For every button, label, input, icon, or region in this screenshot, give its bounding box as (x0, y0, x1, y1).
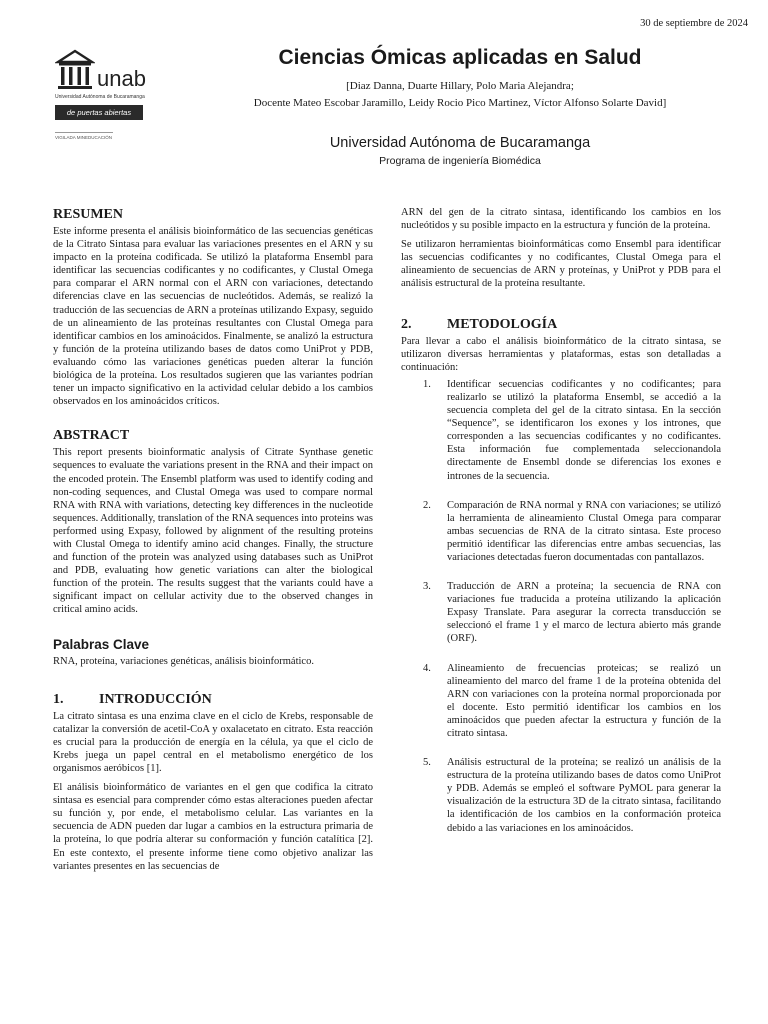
methods-number: 2. (401, 316, 412, 332)
intro-number: 1. (53, 691, 64, 707)
date: 30 de septiembre de 2024 (640, 18, 748, 29)
list-item: 4. Alineamiento de frecuencias proteicas; se realizó un alineamiento del marco del frame 1 de la proteína obtenida del ARN con variaciones con la proteína normal proporcionada por el docente. Esto permitió identificar los cambios en los aminoácidos que pueden afectar la estructura y función de la citrato sintasa. (423, 662, 721, 739)
intro-paragraph-1: La citrato sintasa es una enzima clave en el ciclo de Krebs, responsable de catalizar la conversión de acetil-CoA y oxalacetato en citrato. Esta reacción es crucial para la producción de energía en la célula, ya que el ciclo de Krebs juega un papel central en el metabolismo energético de los organismos aeróbicos [1]. (53, 710, 373, 774)
university-logo (55, 48, 160, 140)
methods-title: METODOLOGÍA (447, 316, 558, 332)
institution: Universidad Autónoma de Bucaramanga (329, 135, 591, 151)
list-item: 1. Identificar secuencias codificantes y no codificantes; para realizarlo se utilizó la plataforma Ensembl, se accedió a la secuencia completa del gel de la citrato sintasa. En la sección “Sequence”, se identificaron los exones y los intrones, que corresponden a las secuencias codificantes y no codificantes. Esta información fue complementada seleccionandola directamente de Ensembl donde se diferencias los exones e intrones de la secuencia. (423, 378, 721, 482)
methods-list (401, 378, 721, 835)
intro-heading (53, 692, 373, 708)
authors-line-1: [Diaz Danna, Duarte Hillary, Polo Maria Alejandra; (346, 80, 574, 92)
program: Programa de ingeniería Biomédica (379, 155, 541, 167)
list-item: 2. Comparación de RNA normal y RNA con variaciones; se utilizó la herramienta de alineamiento Clustal Omega para comparar ambas secuencias de RNA de la citrato sintasa. Este proceso permitió identificar las diferencias entre ambas secuencias, las variaciones detectadas fueron documentadas con pantallazos. (423, 499, 721, 563)
building-icon (55, 48, 95, 90)
intro-paragraph-2: El análisis bioinformático de variantes en el gen que codifica la citrato sintasa es esencial para comprender cómo estas alteraciones pueden afectar su función y, por ende, el metabolismo celular. Las variantes en la secuencia de ADN pueden dar lugar a cambios en la estructura primaria de la proteína, lo que podría alterar su conformación y función catalítica [2]. En este contexto, el presente informe tiene como objetivo analizar las variantes presentes en las secuencias de (53, 782, 373, 872)
keywords-text: RNA, proteína, variaciones genéticas, análisis bioinformático. (53, 655, 314, 667)
abstract-text: This report presents bioinformatic analysis of Citrate Synthase genetic sequences to evaluate the variations present in the RNA and their impact on the encoded protein. The Ensembl platform was used to identify coding and non-coding sequences, and Clustal Omega was used to compare normal RNA with RNA with variations, detecting key differences in the nucleotide sequences. Additionally, translation of the RNA sequences into proteins was performed using Expasy, followed by alignment of the resulting proteins with Clustal Omega to identify amino acid changes. Finally, the structure and function of the protein was analyzed using databases such as UniProt and PDB, evaluating how genetic variations can alter the biological function of the protein. The results suggest that the variants could have a significant impact on cellular activity due to the observed changes in critical amino acids. (53, 447, 373, 616)
methods-heading (401, 317, 721, 333)
list-item: 3. Traducción de ARN a proteína; la secuencia de RNA con variaciones fue traducida a proteína utilizando la aplicación Expasy Translate. Para asegurar la correcta transducción se seleccionó el frame 1 y el marco de lectura abierto más grande (ORF). (423, 581, 721, 645)
authors-line-2: Docente Mateo Escobar Jaramillo, Leidy Rocio Pico Martinez, Víctor Alfonso Solarte David] (253, 97, 667, 109)
logo-wordmark: unab (97, 66, 146, 91)
intro-paragraph-3: ARN del gen de la citrato sintasa, identificando los cambios en los nucleótidos y su posible impacto en la estructura y función de la proteína. (401, 207, 721, 232)
paper-title: Ciencias Ómicas aplicadas en Salud (278, 46, 642, 69)
logo-motto: de puertas abiertas (55, 105, 143, 120)
intro-paragraph-4: Se utilizaron herramientas bioinformáticas como Ensembl para identificar las secuencias codificantes y no codificantes, Clustal Omega para el alineamiento de secuencias de ARN y proteínas, y UniProt y PDB para el análisis estructural de la proteína resultante. (401, 239, 721, 290)
list-item: 5. Análisis estructural de la proteína; se realizó un análisis de la estructura de la proteína utilizando bases de datos como UniProt y PDB. Además se empleó el software PyMOL para generar la visualización de la estructura 3D de la citrato sintasa, facilitando la identificación de los cambios en la conformación proteica debido a las variaciones en los aminoácidos. (423, 757, 721, 834)
resumen-text: Este informe presenta el análisis bioinformático de las secuencias genéticas de la Citrato Sintasa para evaluar las variaciones presentes en el ARN y su impacto en la proteína codificada. Se utilizó la plataforma Ensembl para identificar las secuencias codificantes y no codificantes, y Clustal Omega para comparar el ARN normal con el ARN con variaciones, detectando diferencias clave en las secuencias de nucleótidos. Además, se realizó la traducción de las secuencias de ARN a proteínas utilizando Expasy, seguido de un alineamiento de las proteínas resultantes con Clustal Omega para identificar cambios en los aminoácidos. Finalmente, se analizó la estructura y función de la proteína utilizando bases de datos como UniProt y PDB, evaluando cómo las variaciones genéticas pueden alterar la función biológica de la proteína. Los resultados sugieren que las variantes podrían tener un impacto significativo en la actividad celular debido a los cambios observados en los aminoácidos críticos. (53, 226, 373, 408)
resumen-heading: RESUMEN (53, 207, 124, 222)
keywords-heading: Palabras Clave (53, 636, 150, 652)
logo-university-line: Universidad Autónoma de Bucaramanga (55, 94, 145, 100)
abstract-heading: ABSTRACT (53, 428, 130, 444)
methods-intro: Para llevar a cabo el análisis bioinformático de la citrato sintasa, se utilizaron diversas herramientas y plataformas, estas son detalladas a continuación: (401, 335, 721, 373)
intro-title: INTRODUCCIÓN (99, 691, 212, 707)
logo-accreditation: VIGILADA MINEDUCACIÓN (55, 132, 113, 140)
left-column (53, 207, 373, 879)
right-column (401, 206, 721, 851)
